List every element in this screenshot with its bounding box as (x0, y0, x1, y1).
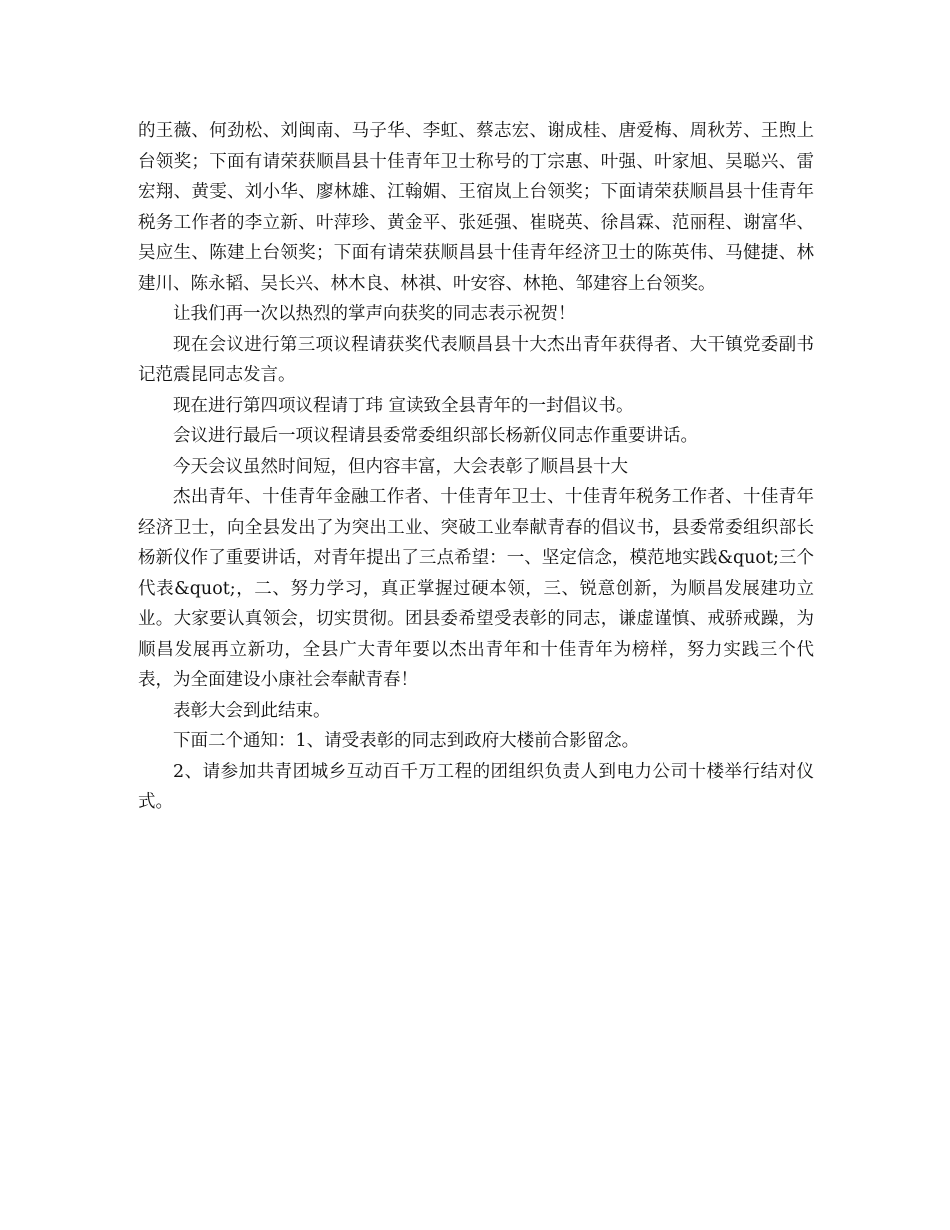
paragraph-notice-one: 下面二个通知：1、请受表彰的同志到政府大楼前合影留念。 (173, 731, 640, 751)
paragraph-agenda-four: 现在进行第四项议程请丁玮 宣读致全县青年的一封倡议书。 (173, 395, 634, 416)
document-body (138, 116, 814, 818)
paragraph-final-agenda: 会议进行最后一项议程请县委常委组织部长杨新仪同志作重要讲话。 (173, 426, 698, 446)
paragraph-agenda-three: 现在会议进行第三项议程请获奖代表顺昌县十大杰出青年获得者、大干镇党委副书记范震昆同志发言。 (138, 334, 814, 385)
paragraph-notice-two: 2、请参加共青团城乡互动百千万工程的团组织负责人到电力公司十楼举行结对仪式。 (138, 761, 814, 812)
paragraph-applause: 让我们再一次以热烈的掌声向获奖的同志表示祝贺！ (173, 304, 576, 324)
paragraph-summary: 杰出青年、十佳青年金融工作者、十佳青年卫士、十佳青年税务工作者、十佳青年经济卫士，向全县发出了为突出工业、突破工业奉献青春的倡议书，县委常委组织部长杨新仪作了重要讲话，对青年提出了三点希望：一、坚定信念，模范地实践&quot;三个代表&quot;，二、努力学习，真正掌握过硬本领，三、锐意创新，为顺昌发展建功立业。大家要认真领会，切实贯彻。团县委希望受表彰的同志，谦虚谨慎、戒骄戒躁，为顺昌发展再立新功，全县广大青年要以杰出青年和十佳青年为榜样，努力实践三个代表，为全面建设小康社会奉献青春！ (138, 487, 814, 690)
paragraph-closing: 表彰大会到此结束。 (173, 700, 331, 721)
paragraph-summary-intro: 今天会议虽然时间短，但内容丰富，大会表彰了顺昌县十大 (173, 456, 628, 477)
paragraph-awardees: 的王薇、何劲松、刘闽南、马子华、李虹、蔡志宏、谢成桂、唐爱梅、周秋芳、王煦上台领奖；下面有请荣获顺昌县十佳青年卫士称号的丁宗惠、叶强、叶家旭、吴聪兴、雷宏翔、黄雯、刘小华、廖林雄、江翰媚、王宿岚上台领奖；下面请荣获顺昌县十佳青年税务工作者的李立新、叶萍珍、黄金平、张延强、崔晓英、徐昌霖、范丽程、谢富华、吴应生、陈建上台领奖；下面有请荣获顺昌县十佳青年经济卫士的陈英伟、马健捷、林建川、陈永韬、吴长兴、林木良、林祺、叶安容、林艳、邹建容上台领奖。 (138, 121, 814, 294)
